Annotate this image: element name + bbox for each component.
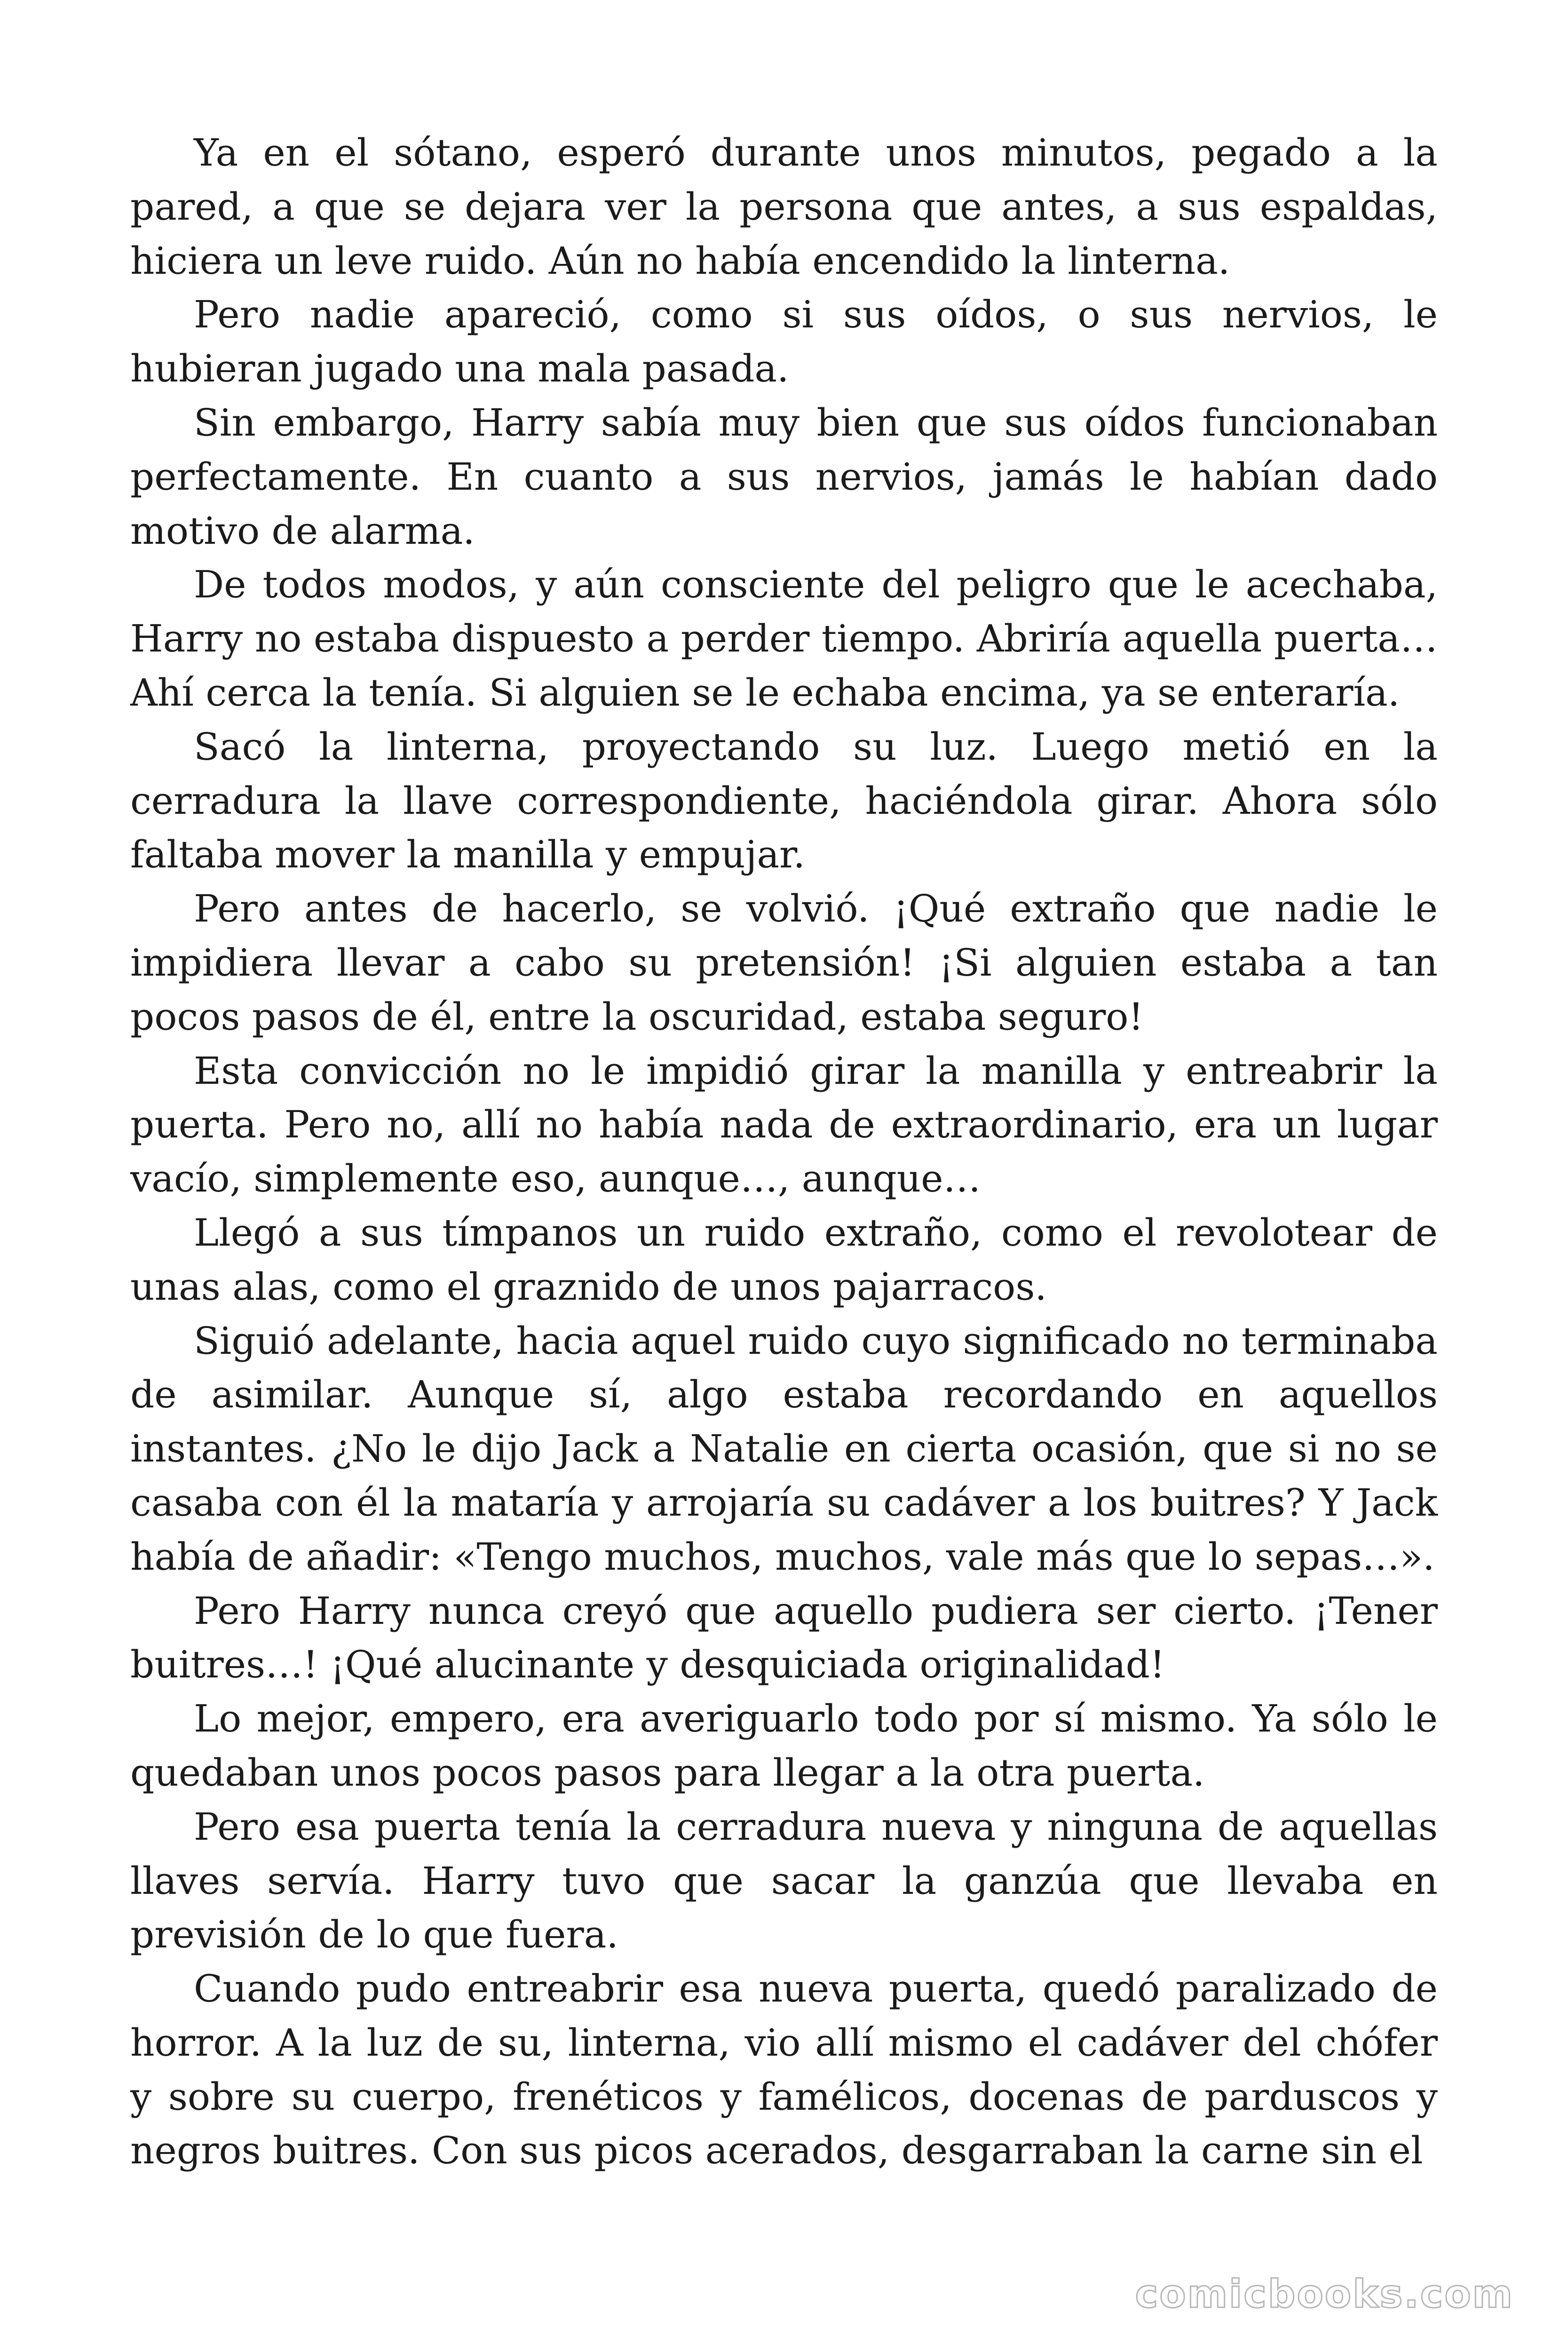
paragraph: Pero antes de hacerlo, se volvió. ¡Qué extraño que nadie le impidiera llevar a cabo su pretensión! ¡Si alguien estaba a tan pocos pasos de él, entre la oscuridad, estaba seguro!: [130, 887, 1438, 1039]
paragraph: Esta convicción no le impidió girar la manilla y entreabrir la puerta. Pero no, allí no había nada de extraordinario, era un lugar vacío, simplemente eso, aunque…, aunque…: [130, 1049, 1438, 1201]
paragraph: Sacó la linterna, proyectando su luz. Luego metió en la cerradura la llave correspondiente, haciéndola girar. Ahora sólo faltaba mover la manilla y empujar.: [130, 724, 1438, 877]
paragraph: Pero esa puerta tenía la cerradura nueva y ninguna de aquellas llaves servía. Harry tuvo que sacar la ganzúa que llevaba en previsión de lo que fuera.: [130, 1804, 1438, 1957]
paragraph: Pero Harry nunca creyó que aquello pudiera ser cierto. ¡Tener buitres…! ¡Qué alucinante y desquiciada originalidad!: [130, 1589, 1438, 1687]
paragraph: Llegó a sus tímpanos un ruido extraño, como el revolotear de unas alas, como el graznido de unos pajarracos.: [130, 1210, 1438, 1309]
paragraph: Lo mejor, empero, era averiguarlo todo por sí mismo. Ya sólo le quedaban unos pocos pasos para llegar a la otra puerta.: [130, 1697, 1438, 1795]
paragraph: Siguió adelante, hacia aquel ruido cuyo significado no terminaba de asimilar. Aunque sí, algo estaba recordando en aquellos instantes. ¿No le dijo Jack a Natalie en cierta ocasión, que si no se casaba con él la mataría y arrojaría su cadáver a los buitres? Y Jack había de añadir: «Tengo muchos, muchos, vale más que lo sepas…».: [130, 1319, 1438, 1579]
watermark: comicbooks.com: [1135, 2272, 1514, 2317]
paragraph: Pero nadie apareció, como si sus oídos, o sus nervios, le hubieran jugado una mala pasada.: [130, 293, 1438, 391]
paragraph: Sin embargo, Harry sabía muy bien que sus oídos funcionaban perfectamente. En cuanto a sus nervios, jamás le habían dado motivo de alarma.: [130, 400, 1438, 553]
paragraph: Ya en el sótano, esperó durante unos minutos, pegado a la pared, a que se dejara ver la persona que antes, a sus espaldas, hiciera un leve ruido. Aún no había encendido la linterna.: [130, 131, 1438, 283]
paragraph: De todos modos, y aún consciente del peligro que le acechaba, Harry no estaba dispuesto a perder tiempo. Abriría aquella puerta… Ahí cerca la tenía. Si alguien se le echaba encima, ya se enteraría.: [130, 563, 1438, 715]
paragraph: Cuando pudo entreabrir esa nueva puerta, quedó paralizado de horror. A la luz de su, linterna, vio allí mismo el cadáver del chófer y sobre su cuerpo, frenéticos y famélicos, docenas de parduscos y negros buitres. Con sus picos acerados, desgarraban la carne sin el: [130, 1967, 1438, 2173]
body-text: [130, 126, 1438, 2178]
